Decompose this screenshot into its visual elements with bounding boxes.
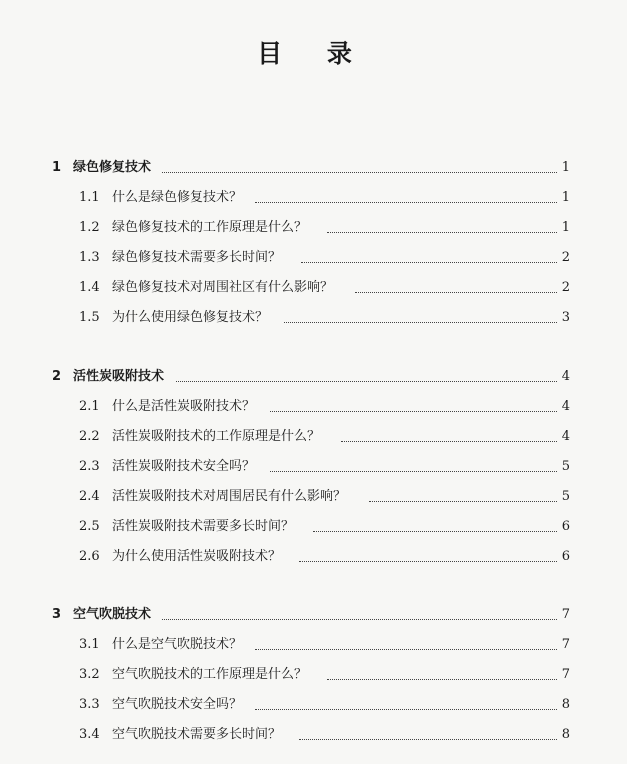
page-number: 7 xyxy=(561,667,570,682)
section-number: 1.1 xyxy=(79,190,100,205)
dot-leader xyxy=(301,262,557,263)
page-number: 2 xyxy=(561,250,570,265)
section-number: 3.4 xyxy=(79,727,100,742)
section-number: 2.3 xyxy=(79,459,100,474)
page-number: 4 xyxy=(561,399,570,414)
page-number: 5 xyxy=(561,489,570,504)
page-number: 7 xyxy=(561,637,570,652)
section-number: 2.5 xyxy=(79,519,100,534)
chapter-title: 空气吹脱技术 xyxy=(73,607,152,622)
section-title: 活性炭吸附技术安全吗？ xyxy=(112,459,256,474)
dot-leader xyxy=(162,619,557,620)
page-number: 8 xyxy=(561,697,570,712)
section-title: 什么是绿色修复技术？ xyxy=(112,190,243,205)
chapter-number: 3 xyxy=(52,607,62,622)
page-number: 1 xyxy=(561,160,570,175)
page-number: 8 xyxy=(561,727,570,742)
page-number: 2 xyxy=(561,280,570,295)
page-number: 1 xyxy=(561,190,570,205)
page-number: 7 xyxy=(561,607,570,622)
toc-section-2-6[interactable] xyxy=(0,546,627,568)
section-title: 空气吹脱技术的工作原理是什么？ xyxy=(112,667,308,682)
dot-leader xyxy=(355,292,557,293)
page-number: 1 xyxy=(561,220,570,235)
section-title: 绿色修复技术需要多长时间？ xyxy=(112,250,282,265)
section-number: 3.2 xyxy=(79,667,100,682)
toc-section-2-1[interactable] xyxy=(0,396,627,418)
toc-chapter-1[interactable] xyxy=(0,157,627,179)
toc-chapter-3[interactable] xyxy=(0,604,627,626)
chapter-number: 1 xyxy=(52,160,62,175)
section-title: 空气吹脱技术需要多长时间？ xyxy=(112,727,282,742)
page-number: 5 xyxy=(561,459,570,474)
page-number: 4 xyxy=(561,369,570,384)
dot-leader xyxy=(327,232,557,233)
section-title: 绿色修复技术的工作原理是什么？ xyxy=(112,220,308,235)
section-number: 2.1 xyxy=(79,399,100,414)
dot-leader xyxy=(284,322,557,323)
toc-section-1-3[interactable] xyxy=(0,247,627,269)
dot-leader xyxy=(255,202,557,203)
dot-leader xyxy=(313,531,557,532)
toc-section-1-2[interactable] xyxy=(0,217,627,239)
section-title: 活性炭吸附技术对周围居民有什么影响？ xyxy=(112,489,347,504)
dot-leader xyxy=(162,172,557,173)
toc-section-2-3[interactable] xyxy=(0,456,627,478)
section-title: 为什么使用活性炭吸附技术？ xyxy=(112,549,282,564)
toc-section-3-2[interactable] xyxy=(0,664,627,686)
toc-section-2-5[interactable] xyxy=(0,516,627,538)
section-title: 为什么使用绿色修复技术？ xyxy=(112,310,269,325)
dot-leader xyxy=(255,709,557,710)
toc-section-3-1[interactable] xyxy=(0,634,627,656)
section-number: 1.4 xyxy=(79,280,100,295)
dot-leader xyxy=(327,679,557,680)
section-title: 什么是活性炭吸附技术？ xyxy=(112,399,256,414)
section-number: 2.2 xyxy=(79,429,100,444)
section-title: 活性炭吸附技术需要多长时间？ xyxy=(112,519,295,534)
section-title: 空气吹脱技术安全吗？ xyxy=(112,697,243,712)
dot-leader xyxy=(255,649,557,650)
toc-section-1-4[interactable] xyxy=(0,277,627,299)
chapter-number: 2 xyxy=(52,369,62,384)
toc-section-2-2[interactable] xyxy=(0,426,627,448)
section-number: 3.1 xyxy=(79,637,100,652)
toc-section-3-4[interactable] xyxy=(0,724,627,746)
page-number: 3 xyxy=(561,310,570,325)
dot-leader xyxy=(369,501,557,502)
section-number: 1.2 xyxy=(79,220,100,235)
dot-leader xyxy=(341,441,557,442)
dot-leader xyxy=(270,411,557,412)
toc-section-1-1[interactable] xyxy=(0,187,627,209)
section-title: 活性炭吸附技术的工作原理是什么？ xyxy=(112,429,321,444)
section-number: 3.3 xyxy=(79,697,100,712)
section-number: 2.6 xyxy=(79,549,100,564)
page-number: 4 xyxy=(561,429,570,444)
page-title: 目 录 xyxy=(257,39,370,68)
section-number: 1.5 xyxy=(79,310,100,325)
chapter-title: 活性炭吸附技术 xyxy=(73,369,165,384)
toc-section-2-4[interactable] xyxy=(0,486,627,508)
dot-leader xyxy=(176,381,557,382)
page-number: 6 xyxy=(561,549,570,564)
section-title: 绿色修复技术对周围社区有什么影响？ xyxy=(112,280,334,295)
dot-leader xyxy=(270,471,557,472)
section-number: 1.3 xyxy=(79,250,100,265)
section-title: 什么是空气吹脱技术？ xyxy=(112,637,243,652)
toc-chapter-2[interactable] xyxy=(0,366,627,388)
toc-section-1-5[interactable] xyxy=(0,307,627,329)
chapter-title: 绿色修复技术 xyxy=(73,160,152,175)
dot-leader xyxy=(299,561,557,562)
section-number: 2.4 xyxy=(79,489,100,504)
toc-section-3-3[interactable] xyxy=(0,694,627,716)
page-number: 6 xyxy=(561,519,570,534)
dot-leader xyxy=(299,739,557,740)
